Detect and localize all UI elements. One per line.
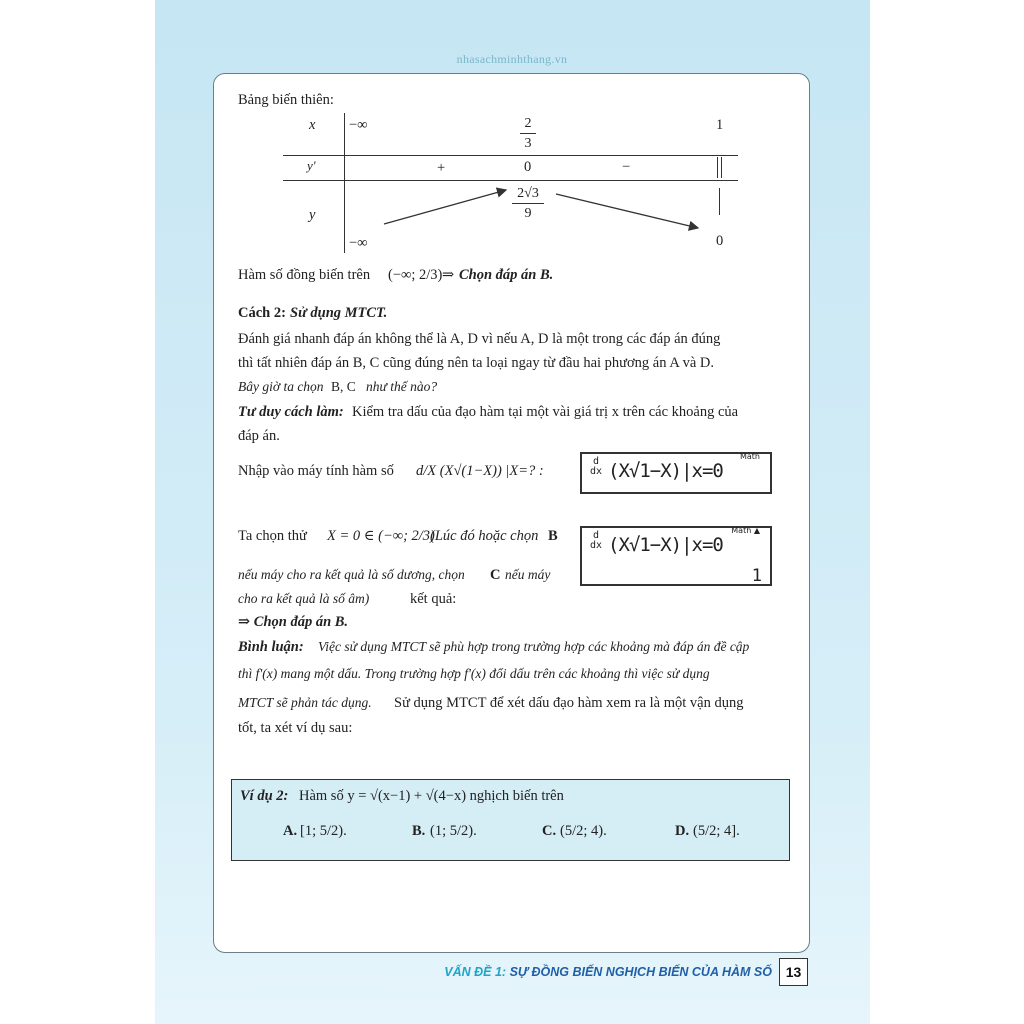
option-a-text[interactable]: [1; 5/2). [300,823,347,839]
option-d-key[interactable]: D. [675,823,690,839]
cach2-paragraph-1b: thì tất nhiên đáp án B, C cũng đúng nên ta loại ngay từ đầu hai phương án A và D. [238,355,715,371]
tuduy-text-2: đáp án. [238,428,280,444]
frac-num: 2√3 [517,186,539,201]
conclude-answer: ⇒ Chọn đáp án B. [238,614,349,630]
calc-mode-label: Math [739,452,760,461]
nhap-text: Nhập vào máy tính hàm số [238,463,394,479]
frac-num: 2 [524,116,532,131]
table-y-left: −∞ [349,235,368,251]
frac-den: 9 [524,206,532,222]
cach2-paragraph-2a: Bây giờ ta chọn [238,379,324,394]
deriv-top: d [593,456,600,467]
table-row-y-label: y [309,207,316,223]
binhluan-line-4: tốt, ta xét ví dụ sau: [238,720,353,736]
decrease-arrow [556,194,698,228]
calc-deriv-symbol [590,457,602,477]
footer-chapter: VẤN ĐỀ 1: [444,965,507,979]
table-yp-zero: 0 [524,159,532,175]
increase-arrow [384,190,506,224]
table-label: Bảng biến thiên: [238,92,334,108]
try-text-c: (Lúc đó hoặc chọn [430,528,539,544]
implies-arrow: ⇒ [442,267,455,283]
calc-result: 1 [751,566,762,586]
try-text-b: X = 0 ∈ (−∞; 2/3) [327,528,435,544]
deriv-top: d [593,530,600,541]
tuduy-text: Kiểm tra dấu của đạo hàm tại một vài giá trị x trên các khoảng của [352,404,739,420]
table-x-left: −∞ [349,117,368,133]
page-number: 13 [779,958,808,986]
option-c-key[interactable]: C. [542,823,557,839]
example-question: Hàm số y = √(x−1) + √(4−x) nghịch biến trên [299,788,564,804]
calc-mode-label: Math ▲ [731,526,760,535]
binhluan-line-3a: MTCT sẽ phản tác dụng. [238,695,372,710]
option-a-key[interactable]: A. [283,823,298,839]
try-text-d: B [548,528,558,544]
footer-title: SỰ ĐỒNG BIẾN NGHỊCH BIẾN CỦA HÀM SỐ [509,965,772,979]
site-watermark: nhasachminhthang.vn [456,52,568,66]
calculator-screen-1 [580,452,772,494]
binhluan-line-1: Việc sử dụng MTCT sẽ phù hợp trong trường hợp các khoảng mà đáp án đề cập [318,639,750,654]
table-row-yprime-label: y' [307,158,316,173]
table-yp-plus: + [437,160,446,176]
table-yp-minus: − [622,159,631,175]
nhap-expression: d/X (X√(1−X)) |X=? : [416,463,544,479]
table-y-right: 0 [716,233,724,249]
option-b-key[interactable]: B. [412,823,426,839]
option-d-text[interactable]: (5/2; 4]. [693,823,740,839]
try-text-i: kết quả: [410,591,457,607]
calc-deriv-symbol [590,531,602,551]
table-x-right: 1 [716,117,724,133]
cach2-paragraph-1a: Đánh giá nhanh đáp án không thể là A, D vì nếu A, D là một trong các đáp án đúng [238,331,721,347]
try-text-e: nếu máy cho ra kết quả là số dương, chọn [238,567,465,582]
answer-b-1: Chọn đáp án B. [459,267,554,283]
tuduy-label: Tư duy cách làm: [238,404,344,420]
binhluan-line-2: thì f'(x) mang một dấu. Trong trường hợp f'(x) đổi dấu trên các khoảng thì việc sử dụng [238,666,710,681]
cach2-label: Cách 2: [238,305,286,321]
try-text-a: Ta chọn thử [238,528,307,544]
table-row-x-label: x [309,117,316,133]
calc-expression: (X√1−X)|x=0 [608,534,723,556]
footer-chapter-title [444,965,772,979]
try-text-f: C [490,567,501,583]
calc-expression: (X√1−X)|x=0 [608,460,723,482]
option-c-text[interactable]: (5/2; 4). [560,823,607,839]
deriv-bottom: dx [590,466,603,477]
cach2-title: Sử dụng MTCT. [290,305,388,321]
increase-interval-text: Hàm số đồng biến trên [238,267,371,283]
binhluan-line-3b: Sử dụng MTCT để xét dấu đạo hàm xem ra là một vận dụng [394,695,744,711]
calculator-screen-2 [580,526,772,586]
deriv-bottom: dx [590,540,603,551]
cach2-paragraph-2b: B, C [331,379,356,394]
increase-interval: (−∞; 2/3) [388,267,443,283]
option-b-text[interactable]: (1; 5/2). [430,823,477,839]
example-label: Ví dụ 2: [240,788,289,804]
cach2-paragraph-2c: như thế nào? [366,379,438,394]
try-text-g: nếu máy [505,567,551,582]
frac-den: 3 [524,136,532,152]
binhluan-label: Bình luận: [238,639,304,655]
try-text-h: cho ra kết quả là số âm) [238,591,370,606]
